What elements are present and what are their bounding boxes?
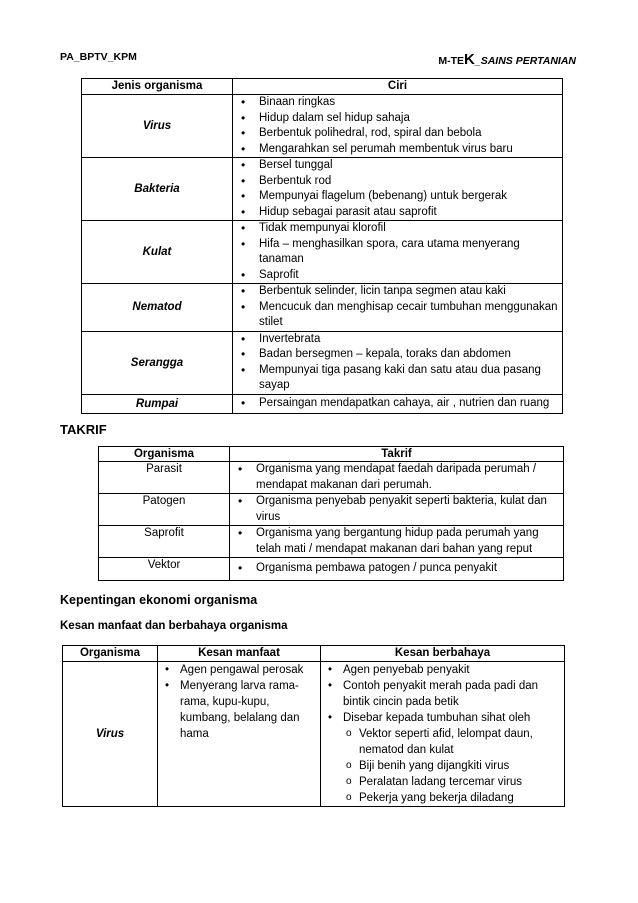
table-row [82,158,563,221]
sub-list-item: o Biji benih yang dijangkiti virus [343,758,564,774]
list-item: • Hifa – menghasilkan spora, cara utama menyerang tanaman [233,237,562,268]
organism-name: Virus [63,662,158,807]
col-header-organisma: Organisma [63,646,158,662]
table-row [99,462,564,494]
list-item: • Saprofit [233,268,562,284]
list-item: • Hidup dalam sel hidup sahaja [233,111,562,127]
definition: • Organisma yang mendapat faedah daripada perumah / mendapat makanan dari perumah. [230,462,563,493]
col-header-berbahaya: Kesan berbahaya [321,646,565,662]
col-header-organisma: Organisma [99,447,230,462]
header-left: PA_BPTV_KPM [60,51,137,63]
list-item: • Invertebrata [233,332,562,348]
list-item: • Berbentuk polihedral, rod, spiral dan bebola [233,126,562,142]
list-item: • Mempunyai flagelum (bebenang) untuk bergerak [233,189,562,205]
organism-characteristics-table [81,78,563,414]
organism-name: Virus [82,95,233,158]
col-header-jenis: Jenis organisma [82,79,233,95]
table-row [99,526,564,558]
term: Saprofit [99,526,230,558]
term: Parasit [99,462,230,494]
table-row [82,284,563,332]
definition: • Organisma penyebab penyakit seperti bakteria, kulat dan virus [230,494,563,525]
section-subtitle-kesan: Kesan manfaat dan berbahaya organisma [60,620,288,632]
list-item: • Berbentuk selinder, licin tanpa segmen atau kaki [233,284,562,300]
list-item: • Mencucuk dan menghisap cecair tumbuhan menggunakan stilet [233,300,562,331]
list-item: • Bersel tunggal [233,158,562,174]
table-row [99,494,564,526]
table-row [82,394,563,413]
list-item-text: Disebar kepada tumbuhan sihat oleh [343,712,531,724]
section-title-kepentingan: Kepentingan ekonomi organisma [60,593,258,607]
table-row [82,221,563,284]
organism-name: Kulat [82,221,233,284]
section-title-takrif: TAKRIF [60,422,107,437]
list-item: • Menyerang larva rama-rama, kupu-kupu, kumbang, belalang dan hama [158,678,320,742]
header-right [438,51,576,68]
sub-list-item: o Pekerja yang bekerja diladang [343,790,564,806]
list-item: • Agen penyebab penyakit [321,662,564,678]
header-right-c: _SAINS PERTANIAN [474,55,576,67]
organism-name: Nematod [82,284,233,332]
table-row [99,558,564,581]
organism-name: Serangga [82,331,233,394]
list-item: • Tidak mempunyai klorofil [233,221,562,237]
table-row [82,95,563,158]
definition: • Organisma yang bergantung hidup pada perumah yang telah mati / mendapat makanan dari bahan yang reput [230,526,563,557]
definition-table [98,446,564,581]
list-item: • Persaingan mendapatkan cahaya, air , nutrien dan ruang [233,396,562,412]
term: Patogen [99,494,230,526]
list-item: • Mempunyai tiga pasang kaki dan satu atau dua pasang sayap [233,363,562,394]
list-item: • Binaan ringkas [233,95,562,111]
table-row [82,331,563,394]
list-item: • Agen pengawal perosak [158,662,320,678]
header-right-a: M-TE [438,55,465,67]
organism-name: Bakteria [82,158,233,221]
economic-impact-table [62,645,565,807]
list-item [321,710,564,806]
col-header-ciri: Ciri [233,79,563,95]
list-item: • Mengarahkan sel perumah membentuk virus baru [233,142,562,158]
term: Vektor [99,558,230,581]
list-item: • Berbentuk rod [233,174,562,190]
sub-list-item: o Vektor seperti afid, lelompat daun, nematod dan kulat [343,726,564,758]
list-item: • Badan bersegmen – kepala, toraks dan abdomen [233,347,562,363]
definition: • Organisma pembawa patogen / punca penyakit [230,561,563,577]
list-item: • Hidup sebagai parasit atau saprofit [233,205,562,221]
sub-list-item: o Peralatan ladang tercemar virus [343,774,564,790]
header-right-b: K [464,51,475,68]
col-header-manfaat: Kesan manfaat [158,646,321,662]
table-row [63,662,565,807]
organism-name: Rumpai [82,394,233,413]
col-header-takrif: Takrif [230,447,564,462]
list-item: • Contoh penyakit merah pada padi dan bintik cincin pada betik [321,678,564,710]
